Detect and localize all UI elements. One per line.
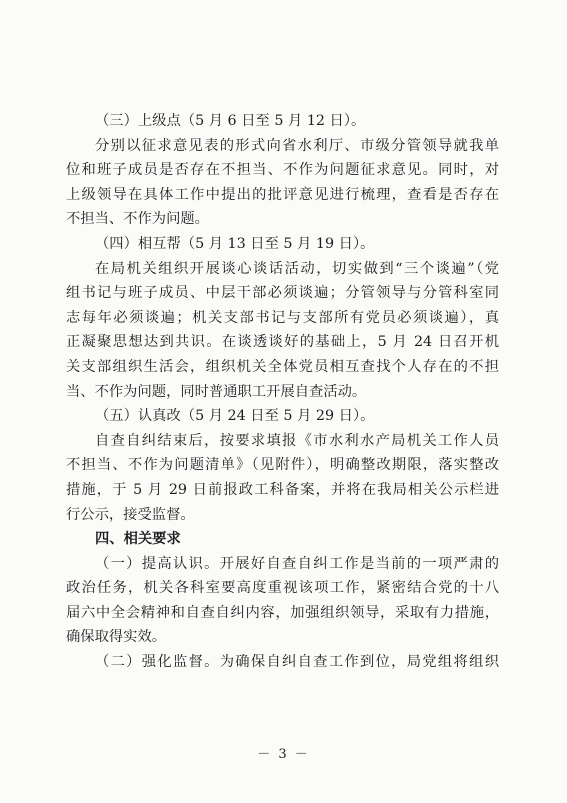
- paragraph-line: 政治任务，机关各科室要高度重视该项工作，紧密结合党的十八: [66, 580, 499, 597]
- paragraph-line: 措施，于 5 月 29 日前报政工科备案，并将在我局相关公示栏进: [66, 481, 499, 498]
- section-heading-5: （五）认真改（5 月 24 日至 5 月 29 日）。: [95, 408, 375, 425]
- paragraph-line: 关支部组织生活会，组织机关全体党员相互查找个人存在的不担: [66, 358, 499, 375]
- paragraph-line: 在局机关组织开展谈心谈话活动，切实做到“三个谈遍”（党: [95, 260, 499, 277]
- paragraph-line: 正凝聚思想达到共识。在谈透谈好的基础上，5 月 24 日召开机: [66, 334, 499, 351]
- paragraph-line: 志每年必须谈遍；机关支部书记与支部所有党员必须谈遍），真: [66, 309, 499, 326]
- paragraph-line: 上级领导在具体工作中提出的批评意见进行梳理，查看是否存在: [66, 186, 499, 203]
- section-heading-4: （四）相互帮（5 月 13 日至 5 月 19 日）。: [95, 235, 375, 252]
- paragraph-line: 确保取得实效。: [66, 629, 167, 646]
- section-heading-3: （三）上级点（5 月 6 日至 5 月 12 日）。: [95, 113, 366, 129]
- paragraph-line: 届六中全会精神和自查自纠内容，加强组织领导，采取有力措施，: [66, 604, 499, 621]
- paragraph-line: 不担当、不作为问题。: [66, 211, 209, 228]
- document-body: [66, 109, 499, 675]
- paragraph-line: 当、不作为问题，同时普通职工开展自查活动。: [66, 383, 367, 400]
- paragraph-line: （二）强化监督。为确保自纠自查工作到位，局党组将组织: [95, 654, 499, 671]
- paragraph-line: 分别以征求意见表的形式向省水利厅、市级分管领导就我单: [95, 137, 499, 154]
- paragraph-line: 不担当、不作为问题清单》（见附件），明确整改期限，落实整改: [66, 457, 499, 474]
- chapter-heading: 四、相关要求: [95, 531, 181, 548]
- paragraph-line: 自查自纠结束后，按要求填报《市水利水产局机关工作人员: [95, 432, 499, 449]
- paragraph-line: （一）提高认识。开展好自查自纠工作是当前的一项严肃的: [95, 555, 499, 572]
- paragraph-line: 组书记与班子成员、中层干部必须谈遍；分管领导与分管科室同: [66, 285, 499, 302]
- paragraph-line: 行公示，接受监督。: [66, 506, 195, 523]
- paragraph-line: 位和班子成员是否存在不担当、不作为问题征求意见。同时，对: [66, 162, 499, 179]
- page-number: － 3 －: [257, 747, 310, 762]
